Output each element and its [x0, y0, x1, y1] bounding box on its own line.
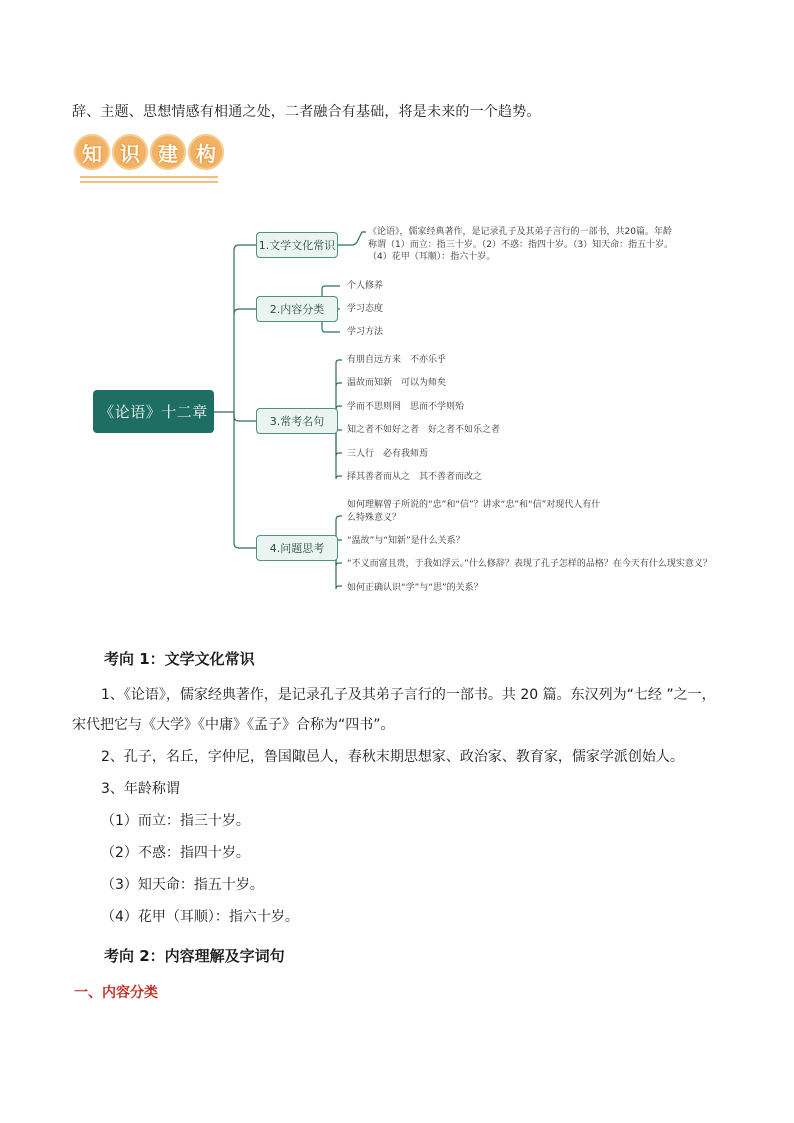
- branch-question-thinking: 4.问题思考: [256, 535, 338, 561]
- leaf-learning-attitude: 学习态度: [347, 304, 384, 314]
- paragraph-age-30: （1）而立：指三十岁。: [101, 813, 250, 829]
- paragraph-analects-intro: 1、《论语》，儒家经典著作，是记录孔子及其弟子言行的一部书。共 20 篇。东汉列为“七经 ”之一，: [101, 687, 716, 703]
- paragraph-analects-continued: 宋代把它与《大学》《中庸》《孟子》合称为“四书”。: [72, 717, 395, 733]
- leaf-quote-1: 有朋自远方来 不亦乐乎: [347, 355, 447, 365]
- leaf-quote-4: 知之者不如好之者 好之者不如乐之者: [347, 425, 501, 435]
- leaf-personal-cultivation: 个人修养: [347, 281, 384, 291]
- title-char-2: 识: [112, 134, 148, 170]
- section2-heading: 考向 2：内容理解及字词句: [104, 947, 285, 965]
- paragraph-age-titles: 3、年龄称谓: [101, 781, 180, 797]
- mindmap-root: 《论语》十二章: [93, 390, 214, 433]
- paragraph-age-60: （4）花甲（耳顺）：指六十岁。: [101, 909, 299, 925]
- leaf-question-2: “温故”与“知新”是什么关系？: [347, 536, 465, 546]
- leaf-quote-6: 择其善者而从之 其不善者而改之: [347, 472, 483, 482]
- leaf-question-1: 如何理解曾子所说的“忠”和“信”？讲求“忠”和“信”对现代人有什 么特殊意义？: [347, 500, 601, 523]
- section2-subheading: 一、内容分类: [74, 985, 158, 1001]
- intro-text: 辞、主题、思想情感有相通之处，二者融合有基础，将是未来的一个趋势。: [72, 104, 541, 120]
- branch-content-categories: 2.内容分类: [256, 296, 338, 322]
- leaf-quote-5: 三人行 必有我师焉: [347, 449, 429, 459]
- paragraph-age-40: （2）不惑：指四十岁。: [101, 845, 250, 861]
- section1-heading: 考向 1：文学文化常识: [104, 650, 255, 668]
- paragraph-confucius: 2、孔子，名丘，字仲尼，鲁国陬邑人，春秋末期思想家、政治家、教育家，儒家学派创始人。: [101, 749, 684, 765]
- branch-literary-knowledge: 1.文学文化常识: [256, 232, 338, 258]
- leaf-quote-2: 温故而知新 可以为师矣: [347, 378, 447, 388]
- leaf-question-4: 如何正确认识“学”与“思”的关系？: [347, 583, 483, 593]
- title-char-4: 构: [188, 134, 224, 170]
- leaf-learning-method: 学习方法: [347, 327, 384, 337]
- leaf-literary-summary: 《论语》，儒家经典著作，是记录孔子及其弟子言行的一部书，共20篇。年龄 称谓（1）而立：指三十岁。（2）不惑：指四十岁。（3）知天命：指五十岁。 （4）花甲（耳顺）：指六十岁。: [368, 227, 674, 262]
- paragraph-age-50: （3）知天命：指五十岁。: [101, 877, 264, 893]
- leaf-question-3: “不义而富且贵，于我如浮云。”什么修辞？表现了孔子怎样的品格？在今天有什么现实意义？: [347, 559, 712, 569]
- leaf-quote-3: 学而不思则罔 思而不学则殆: [347, 402, 465, 412]
- title-char-3: 建: [150, 134, 186, 170]
- title-char-1: 知: [74, 134, 110, 170]
- branch-famous-quotes: 3.常考名句: [256, 408, 338, 434]
